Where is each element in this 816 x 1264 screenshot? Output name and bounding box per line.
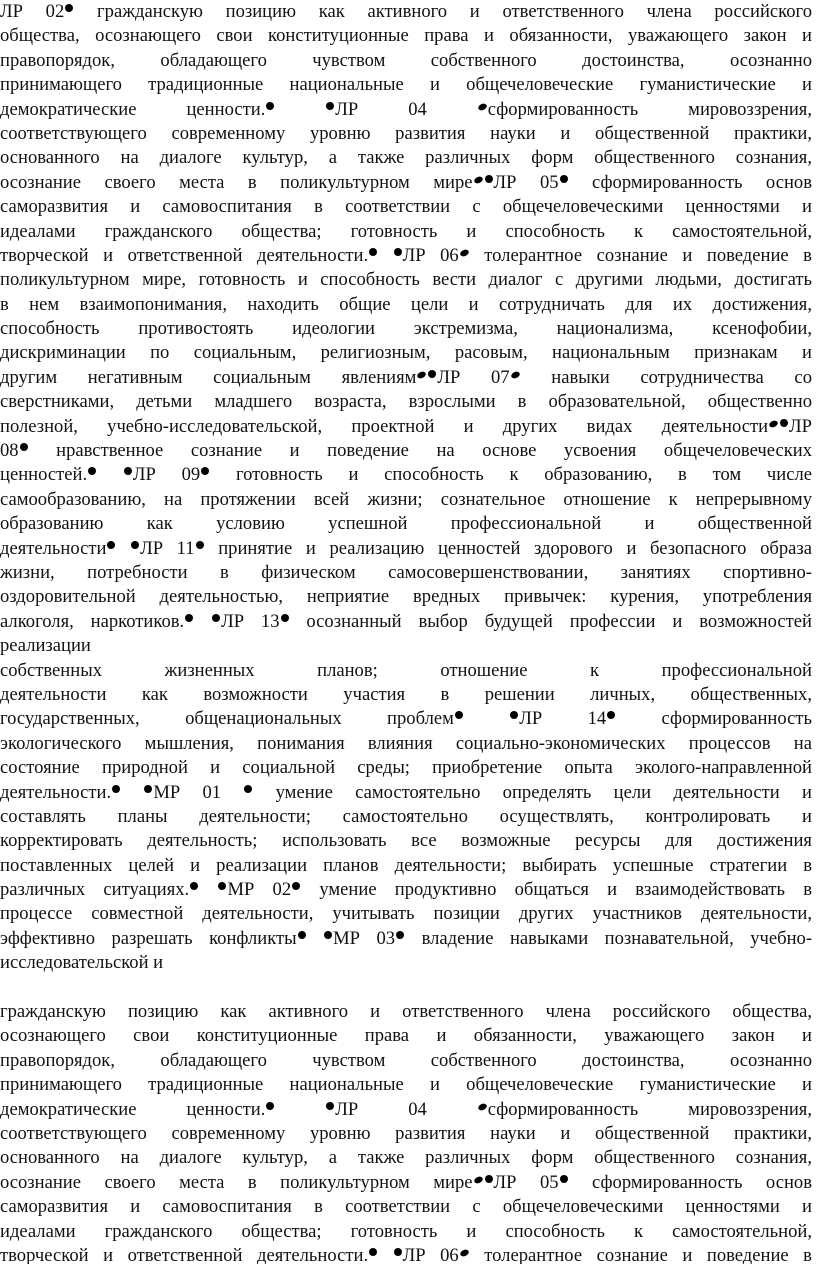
- text-line: гражданскую позицию как активного и ответственного члена российского общества,: [0, 1001, 812, 1023]
- text-line: основанного на диалоге культур, а также различных форм общественного сознания,: [0, 147, 812, 169]
- text-line: способность противостоять идеологии экстремизма, национализма, ксенофобии,: [0, 318, 812, 340]
- text-line: ЛР 02 гражданскую позицию как активного и ответственного члена российского: [0, 1, 812, 22]
- bullet-dot: [560, 175, 568, 183]
- text-line: осознание своего места в поликультурном мире ЛР 05 сформированность основ: [0, 171, 812, 193]
- text-line: различных ситуациях. МР 02 умение продуктивно общаться и взаимодействовать в: [0, 879, 812, 901]
- text-line: саморазвития и самовоспитания в соответствии с общечеловеческими ценностями и: [0, 196, 812, 218]
- text-line: принимающего традиционные национальные и общечеловеческие гуманистические и: [0, 1074, 812, 1096]
- bullet-dot: [112, 785, 120, 793]
- text-line: саморазвития и самовоспитания в соответствии с общечеловеческими ценностями и: [0, 1196, 812, 1218]
- bullet-dot: [266, 102, 274, 110]
- text-line: творческой и ответственной деятельности. ЛР 06 толерантное сознание и поведение в: [0, 244, 812, 266]
- bullet-dot: [394, 248, 402, 256]
- text-line: принимающего традиционные национальные и общечеловеческие гуманистические и: [0, 74, 812, 96]
- text-line: полезной, учебно-исследовательской, проектной и других видах деятельности ЛР: [0, 415, 812, 437]
- bullet-dot: [485, 175, 493, 183]
- bullet-dot: [394, 1248, 402, 1256]
- text-line: другим негативным социальным явлениям ЛР 07 навыки сотрудничества со: [0, 366, 812, 388]
- text-line: правопорядок, обладающего чувством собственного достоинства, осознанно: [0, 49, 812, 71]
- text-line: творческой и ответственной деятельности. ЛР 06 толерантное сознание и поведение в: [0, 1244, 812, 1264]
- text-line: эффективно разрешать конфликты МР 03 владение навыками познавательной, учебно-: [0, 927, 812, 949]
- text-line: правопорядок, обладающего чувством собственного достоинства, осознанно: [0, 1049, 812, 1071]
- text-line: в нем взаимопонимания, находить общие цели и сотрудничать для их достижения,: [0, 293, 812, 315]
- text-line: идеалами гражданского общества; готовность и способность к самостоятельной,: [0, 220, 812, 242]
- text-line: демократические ценности. ЛР 04 сформированность мировоззрения,: [0, 1098, 812, 1120]
- bullet-dot: [190, 882, 198, 890]
- bullet-dot: [185, 614, 193, 622]
- text-line: процессе совместной деятельности, учитывать позиции других участников деятельности,: [0, 903, 812, 925]
- text-line: корректировать деятельность; использовать все возможные ресурсы для достижения: [0, 830, 812, 852]
- bullet-dot: [780, 419, 788, 427]
- text-line: образованию как условию успешной профессиональной и общественной: [0, 513, 812, 535]
- bullet-dot: [477, 102, 488, 111]
- bullet-dot: [369, 248, 377, 256]
- bullet-dot: [124, 467, 132, 475]
- bullet-dot: [428, 370, 436, 378]
- bullet-dot: [88, 467, 96, 475]
- text-line: дискриминации по социальным, религиозным, расовым, национальным признакам и: [0, 342, 812, 364]
- bullet-dot: [477, 1102, 488, 1111]
- bullet-dot: [510, 711, 518, 719]
- text-line: исследовательской и: [0, 952, 164, 974]
- bullet-dot: [298, 931, 306, 939]
- bullet-dot: [607, 711, 615, 719]
- bullet-dot: [244, 785, 252, 793]
- text-line: демократические ценности. ЛР 04 сформированность мировоззрения,: [0, 98, 812, 120]
- bullet-dot: [485, 1175, 493, 1183]
- bullet-dot: [369, 1248, 377, 1256]
- bullet-dot: [459, 1248, 470, 1257]
- blank-line: [0, 976, 812, 1000]
- text-line: осознающего свои конституционные права и обязанности, уважающего закон и: [0, 1025, 812, 1047]
- text-line: деятельности как возможности участия в решении личных, общественных,: [0, 683, 812, 705]
- text-line: деятельности ЛР 11 принятие и реализацию ценностей здорового и безопасного образа: [0, 537, 812, 559]
- bullet-dot: [473, 175, 484, 184]
- bullet-dot: [455, 711, 463, 719]
- text-line: соответствующего современному уровню развития науки и общественной практики,: [0, 1122, 812, 1144]
- bullet-dot: [473, 1175, 484, 1184]
- text-line: соответствующего современному уровню развития науки и общественной практики,: [0, 122, 812, 144]
- text-line: сверстниками, детьми младшего возраста, взрослыми в образовательной, общественно: [0, 391, 812, 413]
- text-line: состояние природной и социальной среды; приобретение опыта эколого-направленной: [0, 757, 812, 779]
- bullet-dot: [326, 1102, 334, 1110]
- text-line: 08 нравственное сознание и поведение на основе усвоения общечеловеческих: [0, 440, 812, 462]
- text-line: общества, осознающего свои конституционные права и обязанности, уважающего закон и: [0, 25, 812, 47]
- text-line: основанного на диалоге культур, а также различных форм общественного сознания,: [0, 1147, 812, 1169]
- bullet-dot: [459, 248, 470, 257]
- text-line: деятельности. МР 01 умение самостоятельно определять цели деятельности и: [0, 781, 812, 803]
- text-line: составлять планы деятельности; самостоятельно осуществлять, контролировать и: [0, 805, 812, 827]
- bullet-dot: [510, 370, 521, 379]
- text-line: осознание своего места в поликультурном мире ЛР 05 сформированность основ: [0, 1171, 812, 1193]
- text-line: ценностей. ЛР 09 готовность и способность к образованию, в том числе: [0, 464, 812, 486]
- bullet-dot: [65, 4, 73, 12]
- bullet-dot: [266, 1102, 274, 1110]
- bullet-dot: [131, 541, 139, 549]
- bullet-dot: [560, 1175, 568, 1183]
- bullet-dot: [417, 370, 428, 379]
- text-line: реализации: [0, 635, 91, 657]
- bullet-dot: [396, 931, 404, 939]
- bullet-dot: [196, 541, 204, 549]
- text-line: собственных жизненных планов; отношение к профессиональной: [0, 659, 812, 681]
- text-line: поставленных целей и реализации планов деятельности; выбирать успешные стратегии в: [0, 854, 812, 876]
- bullet-dot: [201, 467, 209, 475]
- bullet-dot: [107, 541, 115, 549]
- bullet-dot: [20, 443, 28, 451]
- text-line: государственных, общенациональных проблем ЛР 14 сформированность: [0, 708, 812, 730]
- bullet-dot: [212, 614, 220, 622]
- text-line: самообразованию, на протяжении всей жизни; сознательное отношение к непрерывному: [0, 488, 812, 510]
- bullet-dot: [326, 102, 334, 110]
- text-line: оздоровительной деятельностью, неприятие вредных привычек: курения, употребления: [0, 586, 812, 608]
- bullet-dot: [768, 419, 779, 428]
- text-line: идеалами гражданского общества; готовность и способность к самостоятельной,: [0, 1220, 812, 1242]
- bullet-dot: [144, 785, 152, 793]
- bullet-dot: [292, 882, 300, 890]
- bullet-dot: [218, 882, 226, 890]
- text-line: поликультурном мире, готовность и способность вести диалог с другими людьми, достигать: [0, 269, 812, 291]
- bullet-dot: [281, 614, 289, 622]
- text-line: экологического мышления, понимания влияния социально-экономических процессов на: [0, 732, 812, 754]
- text-line: алкоголя, наркотиков. ЛР 13 осознанный выбор будущей профессии и возможностей: [0, 610, 812, 632]
- bullet-dot: [324, 931, 332, 939]
- text-line: жизни, потребности в физическом самосовершенствовании, занятиях спортивно-: [0, 561, 812, 583]
